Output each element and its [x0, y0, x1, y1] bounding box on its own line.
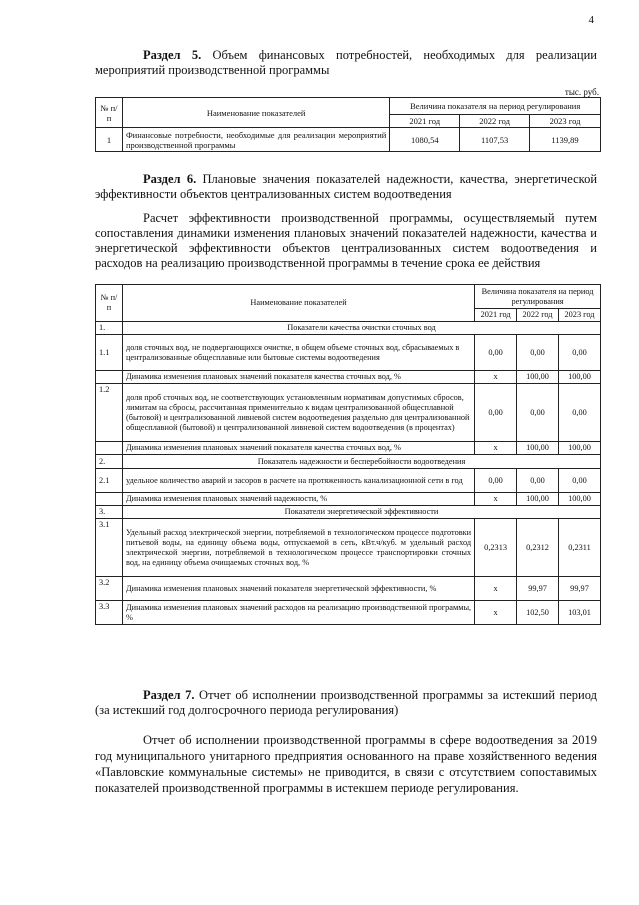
section6-label: Раздел 6. — [143, 172, 197, 186]
table-row: 3.2 Динамика изменения плановых значений показателя энергетической эффективности, % х 99,97 99,97 — [96, 577, 601, 601]
year-header: 2022 год — [460, 115, 530, 128]
col-num-header: № п/п — [96, 98, 123, 128]
section-row: 1. Показатели качества очистки сточных вод — [96, 322, 601, 335]
section-row: 3. Показатели энергетической эффективности — [96, 506, 601, 519]
table-row: 2.1 удельное количество аварий и засоров в расчете на протяженность канализационной сети в год 0,00 0,00 0,00 — [96, 469, 601, 493]
section6-heading — [95, 172, 597, 202]
table-row: Динамика изменения плановых значений показателя качества сточных вод, % х 100,00 100,00 — [96, 371, 601, 384]
year-header: 2023 год — [530, 115, 601, 128]
section5-heading — [95, 48, 597, 78]
col-name-header: Наименование показателей — [122, 285, 474, 322]
section5-title: Объем финансовых потребностей, необходимых для реализации мероприятий производственной программы — [95, 48, 597, 77]
table-row: 3.3 Динамика изменения плановых значений расходов на реализацию производственной программы, % х 102,50 103,01 — [96, 601, 601, 625]
year-header: 2023 год — [559, 309, 601, 322]
col-value-header: Величина показателя на период регулирования — [475, 285, 601, 309]
year-header: 2022 год — [517, 309, 559, 322]
table-row: 1.1 доля сточных вод, не подвергающихся очистке, в общем объеме сточных вод, сбрасываемых в централизованные общесплавные или бытовые системы водоотведения 0,00 0,00 0,00 — [96, 335, 601, 371]
section-row: 2. Показатель надежности и бесперебойности водоотведения — [96, 455, 601, 469]
col-value-header: Величина показателя на период регулирования — [390, 98, 601, 115]
section6-title: Плановые значения показателей надежности, качества, энергетической эффективности объектов централизованных систем водоотведения — [95, 172, 598, 201]
page-number: 4 — [588, 14, 594, 26]
table-row: Динамика изменения плановых значений надежности, % х 100,00 100,00 — [96, 493, 601, 506]
section5-label: Раздел 5. — [143, 48, 202, 62]
unit-label: тыс. руб. — [564, 87, 599, 97]
year-header: 2021 год — [390, 115, 460, 128]
year-header: 2021 год — [475, 309, 517, 322]
section7-heading — [95, 688, 597, 718]
section7-title: Отчет об исполнении производственной программы за истекший период (за истекший год долгосрочного периода регулирования) — [95, 688, 597, 717]
col-num-header: № п/п — [96, 285, 123, 322]
indicators-table — [95, 284, 601, 625]
table-row: Динамика изменения плановых значений показателя качества сточных вод, % х 100,00 100,00 — [96, 442, 601, 455]
col-name-header: Наименование показателей — [122, 98, 389, 128]
table-row: 1 Финансовые потребности, необходимые для реализации мероприятий производственной программы 1080,54 1107,53 1139,89 — [96, 128, 601, 152]
section7-label: Раздел 7. — [143, 688, 195, 702]
section6-intro: Расчет эффективности производственной программы, осуществляемый путем сопоставления динамики изменения плановых значений показателей надежности, качества и энергетической эффективности объектов централизованных систем водоотведения и расходов на реализацию производственной программы в течение срока ее действия — [95, 211, 597, 270]
table-row: 1.2 доля проб сточных вод, не соответствующих установленным нормативам допустимых сбросов, лимитам на сбросы, рассчитанная применительно к видам централизованной общесплавной (бытовой) и централизованной ливневой систем водоотведения раздельно для централизованной общесплавной (бытовой) и централизованной ливневой систем водоотведения (в процентах) 0,00 0,00 0,00 — [96, 384, 601, 442]
table-row: 3.1 Удельный расход электрической энергии, потребляемой в технологическом процессе подготовки питьевой воды, на единицу объема воды, отпускаемой в сеть, кВт.ч/куб. м удельный расход электрической энергии, потребляемой в технологическом процессе транспортировки сточных вод, на единицу объема очищаемых сточных вод, % 0,2313 0,2312 0,2311 — [96, 519, 601, 577]
section7-text: Отчет об исполнении производственной программы в сфере водоотведения за 2019 год муниципального унитарного предприятия основанного на праве хозяйственного ведения «Павловские коммунальные системы» не приводится, в связи с отсутствием сопоставимых показателей производственной программы в истекшем периоде регулирования. — [95, 733, 597, 795]
financial-needs-table — [95, 97, 601, 152]
